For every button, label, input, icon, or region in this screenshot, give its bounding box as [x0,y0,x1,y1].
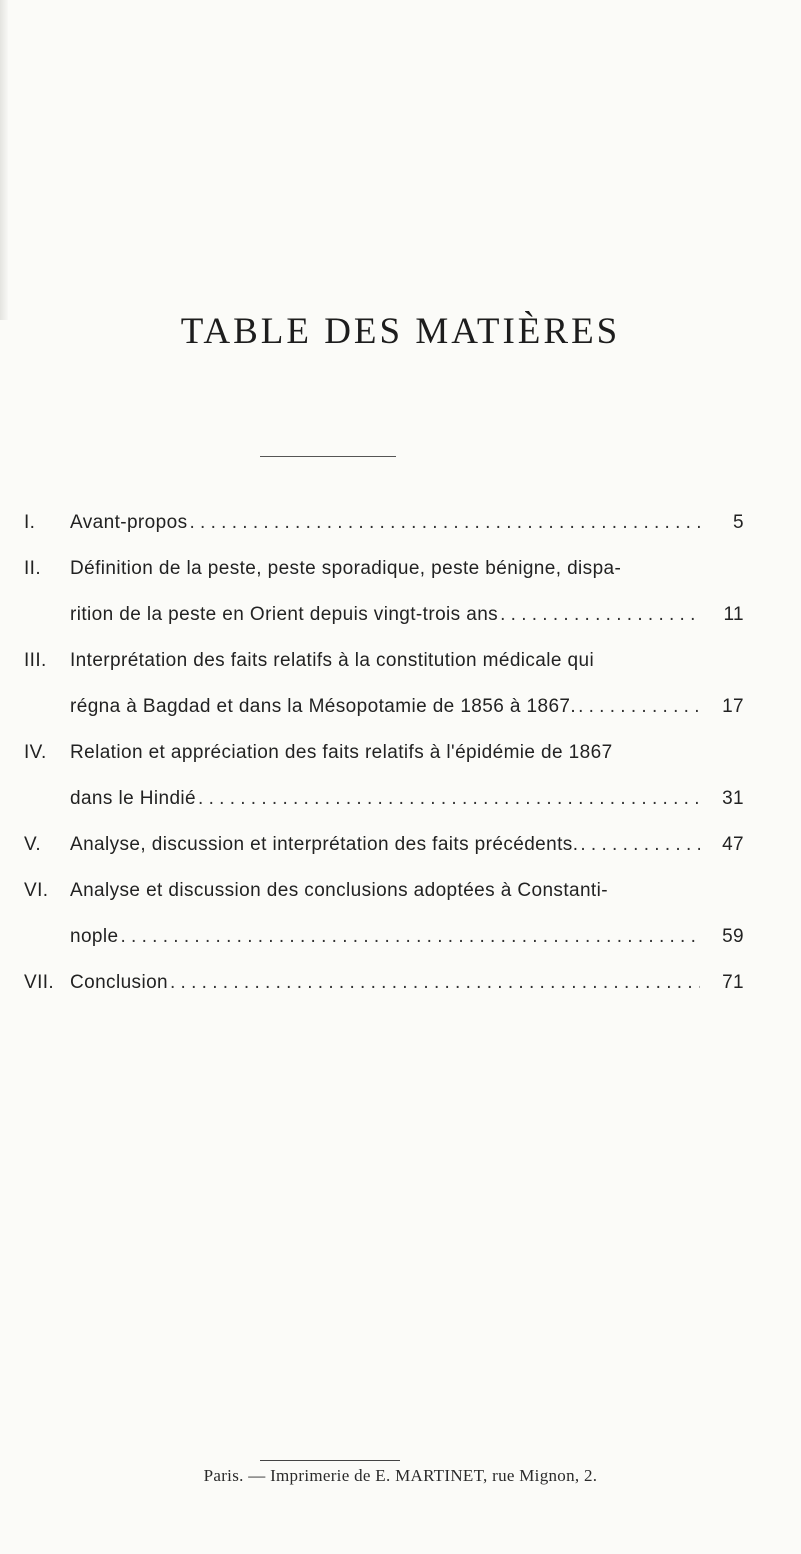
entry-number: IV. [24,742,47,763]
dot-leader [121,914,701,960]
entry-title: Avant-propos [70,512,188,533]
dot-leader [580,822,700,868]
entry-page: 47 [722,834,744,855]
toc-entry-7[interactable] [24,960,744,1006]
entry-title: Interprétation des faits relatifs à la constitution médicale qui [70,650,595,671]
page-title: TABLE DES MATIÈRES [180,311,621,352]
entry-page: 59 [722,926,744,947]
toc-entry-5[interactable] [24,822,744,868]
entry-number: III. [24,650,47,671]
dot-leader [189,500,700,546]
printer-imprint: Paris. — Imprimerie de E. MARTINET, rue Mignon, 2. [203,1466,598,1485]
entry-page: 31 [722,788,744,809]
entry-title-continued: rition de la peste en Orient depuis vingt-trois ans [70,604,499,625]
entry-title: Définition de la peste, peste sporadique, peste bénigne, dispa- [70,558,622,579]
entry-title-continued: régna à Bagdad et dans la Mésopotamie de 1856 à 1867. [70,696,577,717]
entry-title: Analyse, discussion et interprétation des faits précédents. [70,834,579,855]
entry-number: II. [24,558,42,579]
entry-number: VII. [24,972,55,993]
entry-title-continued: dans le Hindié [70,788,197,809]
dot-leader [500,592,700,638]
toc-entry-3[interactable] [24,638,744,730]
toc-entry-4[interactable] [24,730,744,822]
entry-page: 17 [722,696,744,717]
entry-title: Conclusion [70,972,168,993]
entry-number: V. [24,834,42,855]
dot-leader [198,776,700,822]
entry-page: 5 [733,512,744,533]
page-edge-shadow [0,0,8,320]
entry-title: Relation et appréciation des faits relatifs à l'épidémie de 1867 [70,742,613,763]
dot-leader [578,684,700,730]
imprint-divider [260,1460,400,1461]
entry-number: VI. [24,880,49,901]
dot-leader [170,960,700,1006]
entry-page: 71 [722,972,744,993]
toc-entry-1[interactable] [24,500,744,546]
toc-entry-6[interactable] [24,868,744,960]
entry-title: Analyse et discussion des conclusions adoptées à Constanti- [70,880,608,901]
toc-entry-2[interactable] [24,546,744,638]
entry-title-continued: nople [70,926,119,947]
entry-number: I. [24,512,36,533]
table-of-contents [24,500,744,1006]
entry-page: 11 [723,604,744,625]
title-divider [260,456,396,457]
